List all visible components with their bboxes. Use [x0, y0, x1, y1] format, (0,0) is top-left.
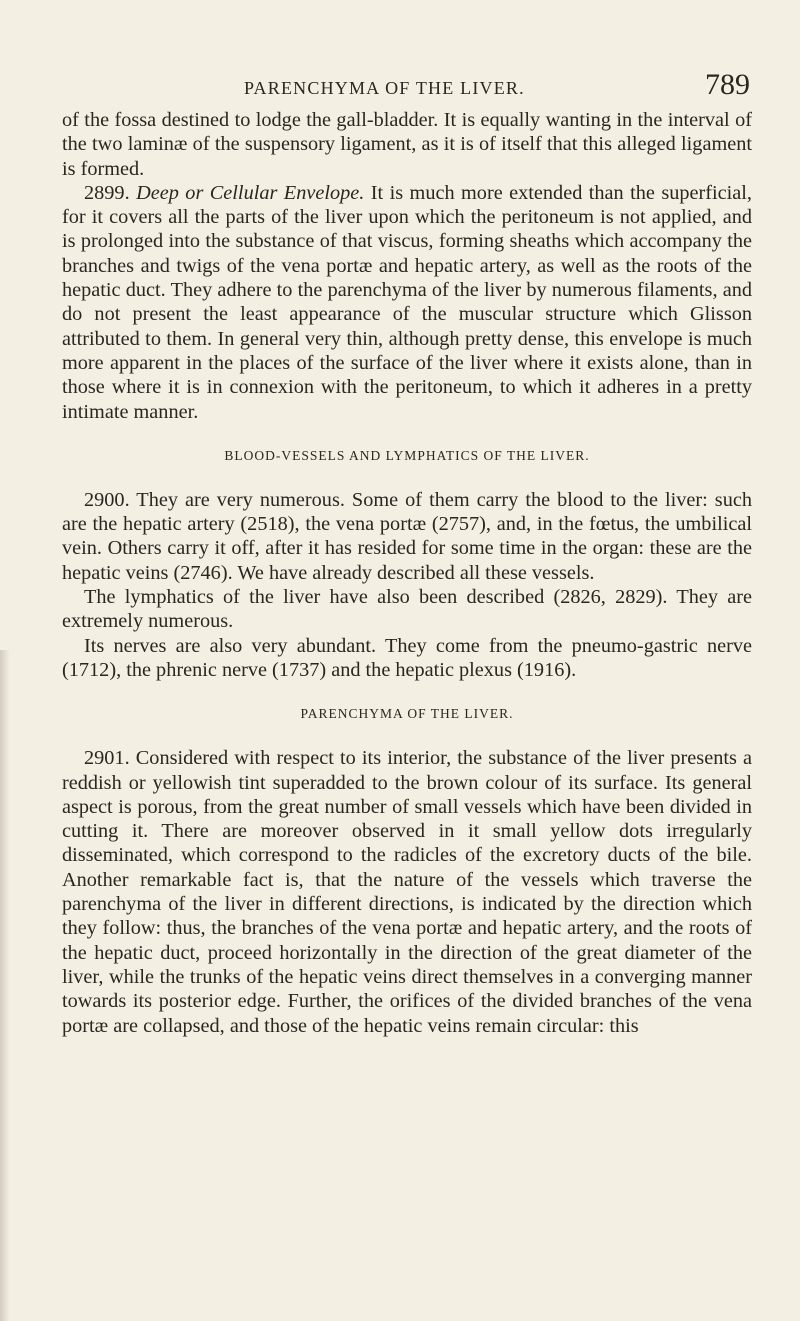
running-title: PARENCHYMA OF THE LIVER. — [244, 78, 525, 98]
paragraph-2899 — [62, 181, 752, 424]
paragraph-2901 — [62, 746, 752, 1038]
paragraph-continued: of the fossa destined to lodge the gall-bladder. It is equally wanting in the interval of the two laminæ of the suspensory ligament, as it is of itself that this alleged ligament is formed. — [62, 109, 752, 180]
paragraph-lymphatics: The lymphatics of the liver have also been described (2826, 2829). They are extremely numerous. — [62, 586, 752, 633]
page-edge-shadow — [0, 650, 10, 1321]
section-heading-blood-vessels: BLOOD-VESSELS AND LYMPHATICS OF THE LIVER. — [224, 447, 590, 463]
paragraph-text: They are very numerous. Some of them carry the blood to the liver: such are the hepatic artery (2518), the vena portæ (2757), and, in the fœtus, the umbilical vein. Others carry it off, after it has resided for some time in the organ: these are the hepatic veins (2746). We have already described all these vessels. — [62, 488, 752, 584]
running-header — [62, 68, 752, 108]
paragraph-nerves: Its nerves are also very abundant. They come from the pneumo-gastric nerve (1712), the phrenic nerve (1737) and the hepatic plexus (1916). — [62, 634, 752, 681]
section-heading-parenchyma: PARENCHYMA OF THE LIVER. — [300, 706, 514, 722]
paragraph-text: It is much more extended than the superficial, for it covers all the parts of the liver upon which the peritoneum is not applied, and is prolonged into the substance of that viscus, forming sheaths which accompany the branches and twigs of the vena portæ and hepatic artery, as well as the roots of the hepatic duct. They adhere to the parenchyma of the liver by numerous filaments, and do not present the least appearance of the muscular structure which Glisson attributed to them. In general very thin, although pretty dense, this envelope is much more apparent in the places of the surface of the liver where it exists alone, than in those where it is in connexion with the peritoneum, to which it adheres in a pretty intimate manner. — [62, 181, 752, 423]
page-number: 789 — [705, 68, 750, 101]
paragraph-text: Considered with respect to its interior, the substance of the liver presents a reddish or yellowish tint superadded to the brown colour of its surface. Its general aspect is porous, from the great number of small vessels which have been divided in cutting it. There are moreover observed in it small yellow dots irregularly disseminated, which correspond to the radicles of the excretory ducts of the bile. Another remarkable fact is, that the nature of the vessels which traverse the parenchyma of the liver in different directions, is indicated by the direction which they follow: thus, the branches of the vena portæ and hepatic artery, and the roots of the hepatic duct, proceed horizontally in the direction of the great diameter of the liver, while the trunks of the hepatic veins direct themselves in a converging manner towards its posterior edge. Further, the orifices of the divided branches of the vena portæ are collapsed, and those of the hepatic veins remain circular: this — [62, 747, 752, 1037]
paragraph-title: Deep or Cellular Envelope. — [136, 181, 365, 204]
paragraph-number: 2899. — [84, 181, 130, 204]
paragraph-2900 — [62, 488, 752, 585]
book-page — [62, 68, 752, 1038]
paragraph-number: 2900. — [84, 488, 130, 511]
paragraph-number: 2901. — [84, 747, 130, 770]
